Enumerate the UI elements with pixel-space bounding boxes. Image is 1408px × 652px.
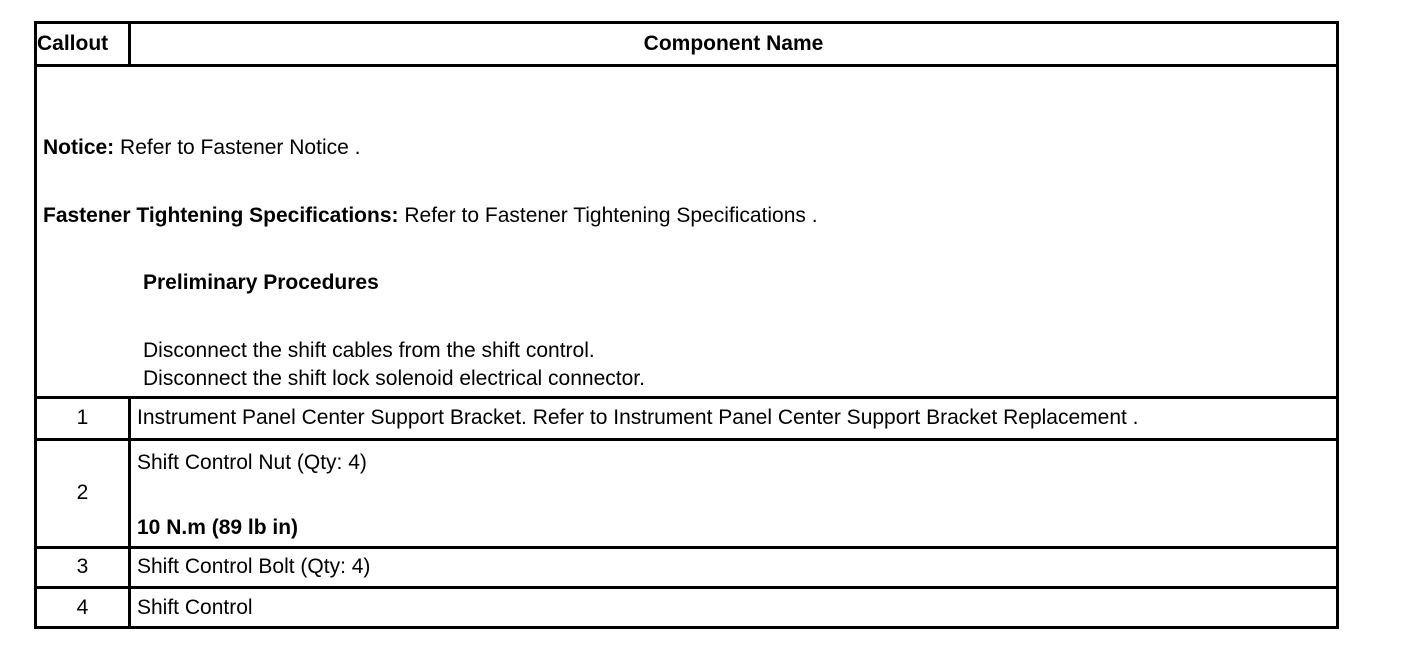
prelim-step: Disconnect the shift lock solenoid electrical connector.: [143, 366, 645, 390]
notice-text: Refer to Fastener Notice .: [114, 135, 361, 159]
callout-cell: 4: [36, 588, 130, 628]
component-name-cell: [130, 439, 1338, 547]
component-name-cell: Shift Control Bolt (Qty: 4): [130, 547, 1338, 588]
notice-label: Notice:: [43, 135, 115, 159]
table-row: [36, 397, 1338, 439]
torque-spec: 10 N.m (89 lb in): [137, 515, 299, 539]
table-header-row: [36, 23, 1338, 66]
notice-line: [43, 136, 360, 160]
callout-cell: 1: [36, 397, 130, 439]
component-name-cell: Shift Control: [130, 588, 1338, 628]
intro-cell: [36, 65, 1338, 397]
component-name-column-header: Component Name: [130, 23, 1338, 66]
component-name-cell: Instrument Panel Center Support Bracket. Refer to Instrument Panel Center Support Bracket Replacement .: [130, 397, 1338, 439]
table-row: [36, 439, 1338, 547]
table-row: [36, 547, 1338, 588]
component-name-text: Shift Control Nut (Qty: 4): [137, 450, 367, 474]
callout-column-header: Callout: [36, 23, 130, 66]
callout-cell: 3: [36, 547, 130, 588]
components-table: [34, 21, 1339, 629]
callout-cell: 2: [36, 439, 130, 547]
table-row: [36, 588, 1338, 628]
spec-label: Fastener Tightening Specifications:: [43, 203, 399, 227]
intro-row: [36, 65, 1338, 397]
spec-line: [43, 204, 818, 228]
prelim-heading: Preliminary Procedures: [143, 270, 379, 294]
prelim-step: Disconnect the shift cables from the shift control.: [143, 338, 595, 362]
spec-text: Refer to Fastener Tightening Specifications .: [398, 203, 818, 227]
